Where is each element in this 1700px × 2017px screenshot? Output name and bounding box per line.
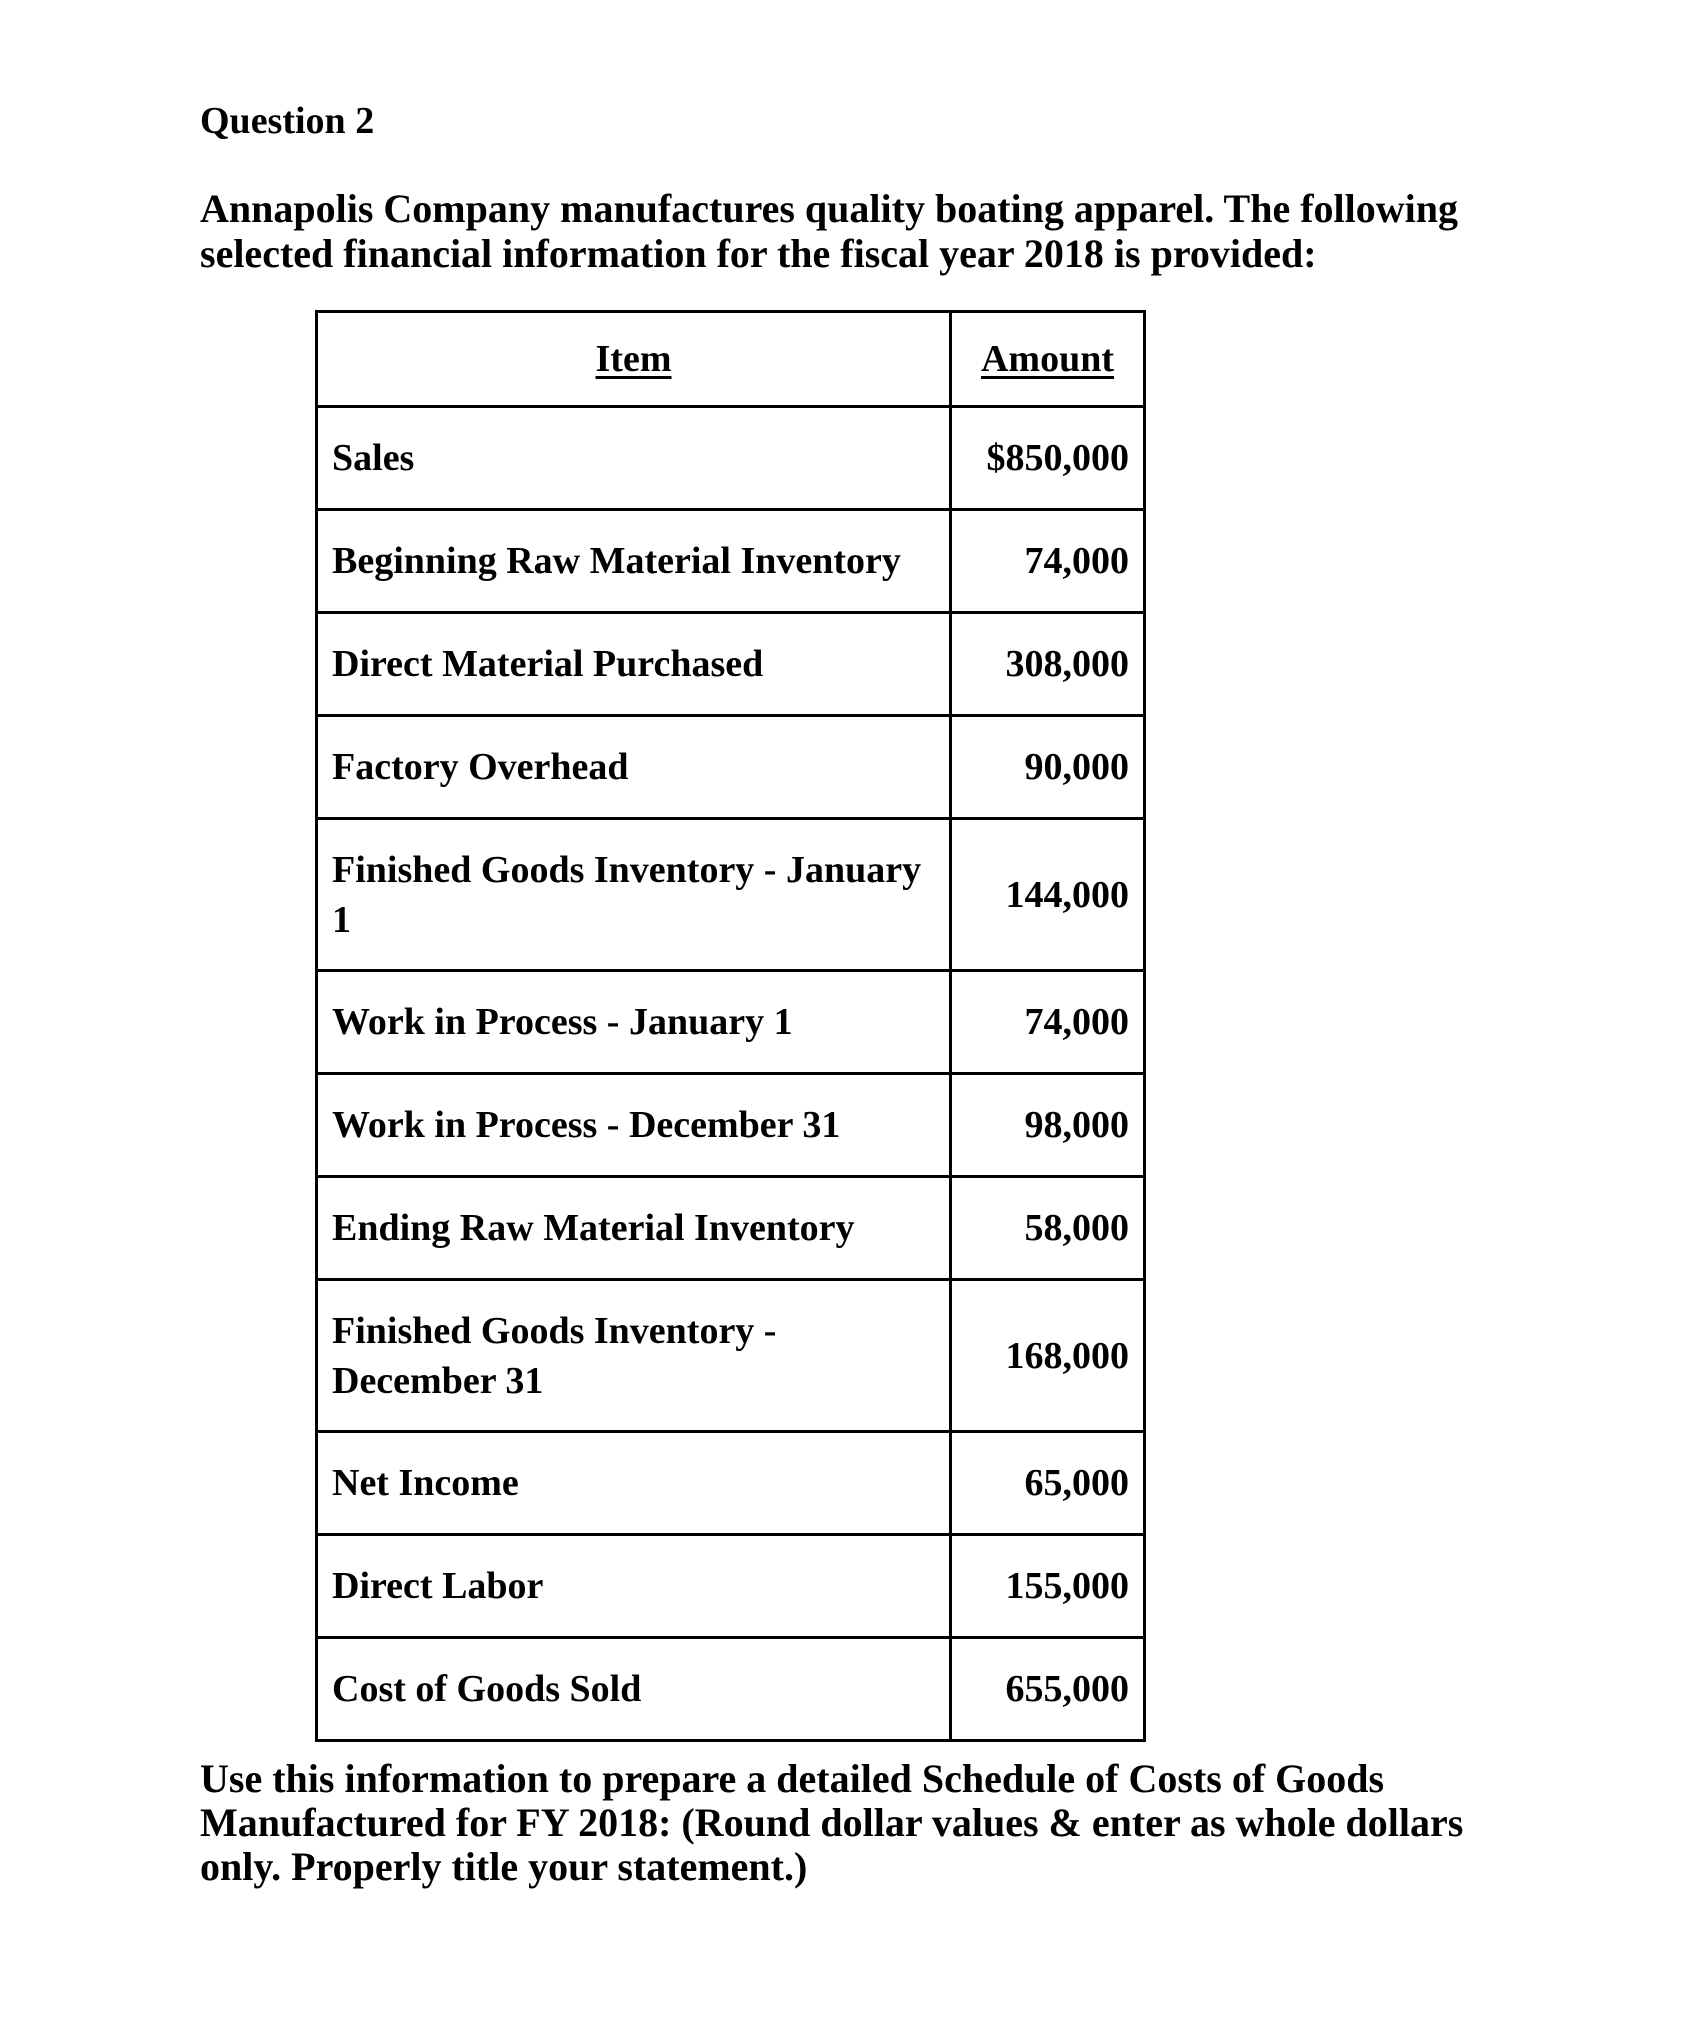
item-cell: Beginning Raw Material Inventory [317,510,951,613]
amount-cell: 74,000 [951,971,1145,1074]
amount-cell: 90,000 [951,716,1145,819]
amount-cell: 308,000 [951,613,1145,716]
amount-cell: 168,000 [951,1280,1145,1432]
amount-cell: 74,000 [951,510,1145,613]
item-cell: Cost of Goods Sold [317,1638,951,1741]
item-cell: Factory Overhead [317,716,951,819]
table-row [317,1280,1145,1432]
amount-cell: 144,000 [951,819,1145,971]
table-row [317,716,1145,819]
table-row [317,407,1145,510]
item-cell: Finished Goods Inventory - December 31 [317,1280,951,1432]
amount-cell: 655,000 [951,1638,1145,1741]
amount-cell: 58,000 [951,1177,1145,1280]
item-cell: Sales [317,407,951,510]
table-row [317,1432,1145,1535]
table-row [317,1177,1145,1280]
item-column-header: Item [317,312,951,407]
instructions-line: only. Properly title your statement.) [200,1844,808,1889]
item-cell: Net Income [317,1432,951,1535]
amount-cell: 155,000 [951,1535,1145,1638]
table-row [317,510,1145,613]
intro-line: Annapolis Company manufactures quality boating apparel. The following [200,186,1459,231]
item-cell: Finished Goods Inventory - January 1 [317,819,951,971]
amount-cell: 98,000 [951,1074,1145,1177]
item-cell: Direct Material Purchased [317,613,951,716]
question-intro [200,186,1500,276]
intro-line: selected financial information for the fiscal year 2018 is provided: [200,231,1317,276]
item-cell: Work in Process - December 31 [317,1074,951,1177]
table-row [317,613,1145,716]
instructions-line: Manufactured for FY 2018: (Round dollar values & enter as whole dollars [200,1800,1464,1845]
amount-cell: 65,000 [951,1432,1145,1535]
table-row [317,1535,1145,1638]
table-header-row [317,312,1145,407]
instructions-line: Use this information to prepare a detailed Schedule of Costs of Goods [200,1756,1385,1801]
item-cell: Ending Raw Material Inventory [317,1177,951,1280]
instructions-paragraph [200,1757,1520,1889]
item-cell: Direct Labor [317,1535,951,1638]
table-row [317,1074,1145,1177]
table-row [317,1638,1145,1741]
amount-cell: $850,000 [951,407,1145,510]
table-row [317,819,1145,971]
item-cell: Work in Process - January 1 [317,971,951,1074]
question-heading: Question 2 [200,100,375,142]
amount-column-header: Amount [951,312,1145,407]
table-row [317,971,1145,1074]
financial-info-table [315,310,1146,1742]
